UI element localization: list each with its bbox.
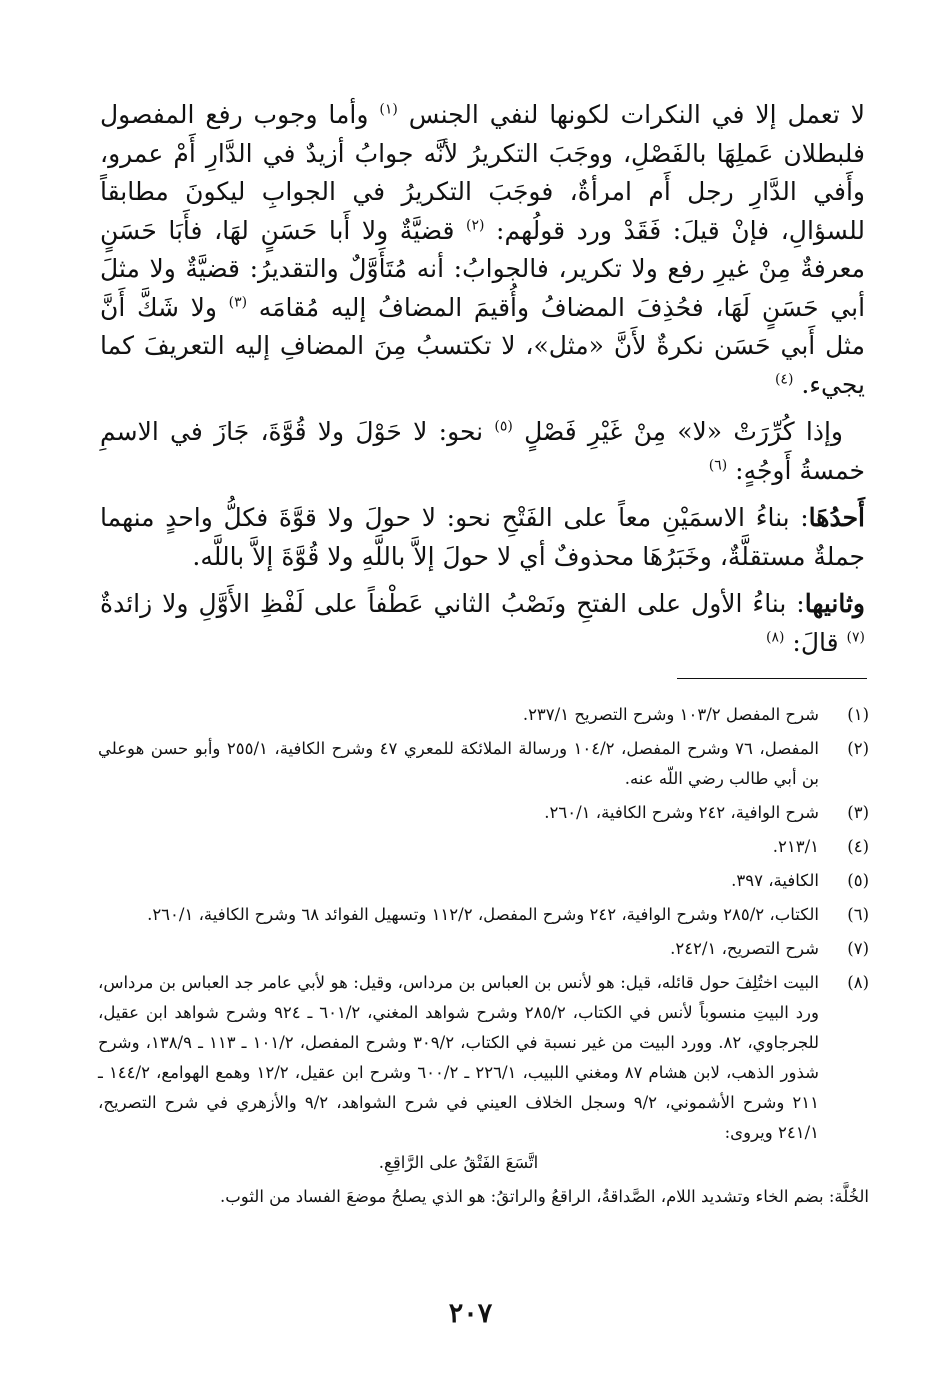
footnote-number: (٢) [847, 739, 869, 758]
footnote-2 [98, 734, 869, 794]
text-span: ولا شَكَّ أَنَّ مثل أَبي حَسَن نكرةٌ لأَنَّ «مثل»، لا تكتسبُ مِنَ المضافِ إليه التعريفَ كما يجيء. [100, 292, 865, 399]
text-span: لا تعمل إلا في النكرات لكونها لنفي الجنس [408, 100, 866, 129]
text-span: : بناءُ الاسمَيْنِ معاً على الفَتْحِ نحو: لا حولَ ولا قوَّةَ فكلُّ واحدٍ منهما جملةٌ مستقلَّةٌ، وخَبَرُهَا محذوفٌ أي لا حولَ إلاَّ باللَّهِ ولا قُوَّةَ إلاَّ باللَّه. [100, 503, 865, 571]
text-span: قالَ: [792, 627, 839, 657]
footnote-marker: (١) [379, 101, 398, 118]
footnote-number: (٤) [847, 837, 869, 856]
footnote-number: (١) [847, 705, 869, 724]
main-text [100, 96, 865, 671]
footnote-marker: (٨) [766, 629, 785, 646]
footnote-text: شرح الوافية، ٢٤٢ وشرح الكافية، ٢٦٠/١. [544, 803, 819, 822]
paragraph-2 [100, 413, 865, 490]
footnote-number: (٦) [847, 905, 869, 924]
footnote-8 [98, 968, 869, 1178]
footnote-3 [98, 798, 869, 828]
text-span: : بناءُ الأول على الفتحِ ونَصْبُ الثاني عَطْفاً على لَفْظِ الأَوَّلِ ولا زائدةٌ [100, 589, 805, 618]
footnotes [98, 700, 869, 1212]
footnote-marker: (٥) [494, 418, 513, 435]
footnote-marker: (٧) [846, 629, 865, 646]
footnote-marker: (٤) [774, 371, 794, 388]
page-number: ٢٠٧ [448, 1298, 493, 1329]
footnote-number: (٣) [847, 803, 869, 822]
footnote-text: شرح المفصل ١٠٣/٢ وشرح التصريح ٢٣٧/١. [522, 705, 819, 724]
footnote-text: المفصل، ٧٦ وشرح المفصل، ١٠٤/٢ ورسالة الملائكة للمعري ٤٧ وشرح الكافية، ٢٥٥/١ وأبو حسن هوعلي بن أبي طالب رضي اللّه عنه. [98, 739, 819, 788]
text-span: نحو: لا حَوْلَ ولا قُوَّةَ، جَازَ في الاسمِ خمسةُ أَوجُهٍ: [100, 417, 865, 485]
paragraph-3 [100, 499, 865, 576]
gloss-note: الخُلَّة: بضم الخاء وتشديد اللام، الصَّداقةُ، الراقعُ والراتقُ: هو الذي يصلحُ موضعَ الفساد من الثوب. [220, 1187, 869, 1206]
footnote-text: شرح التصريح، ٢٤٢/١. [670, 939, 819, 958]
paragraph-lead: وثانيها [804, 589, 865, 618]
text-span: وأما وجوب رفع المفصول فلبطلان عَملِهَا بالفَصْلِ، ووجَبَ التكريرُ لأنَّه جوابُ أزيدٌ في الدَّارِ أَمْ عمرو، وأَفي الدَّارِ رجل أَم امرأةٌ، فوجَبَ التكريرُ في الجوابِ ليكونَ مطابقاً للسؤالِ، فإنْ قيلَ: فَقَدْ ورد قولُهم: [100, 100, 865, 245]
text-span: قضيَّةٌ ولا أَبا حَسَنٍ لهَا، فأَبَا حَسَنٍ معرفةٌ مِنْ غيرِ رفع ولا تكرير، فالجوابُ: أنه مُتَأَوَّلٌ والتقديرُ: قضيَّةٌ ولا مثلَ أبي حَسَنٍ لَهَا، فحُذِفَ المضافُ وأُقيمَ المضافُ إليه مُقامَه [100, 215, 866, 322]
footnote-text: البيت اختُلِفَ حول قائله، قيل: هو لأنس بن العباس بن مرداس، وقيل: هو لأبي عامر جد العباس بن مرداس، ورد البيتِ منسوباً لأنس في الكتاب، ٢٨٥/٢ وشرح شواهد المغني، ٦٠١/٢ ـ ٩٢٤ وشرح شواهد ابن عقيل، للجرجاوي، ٨٢. وورد البيت من غير نسبة في الكتاب، ٣٠٩/٢ وشرح المفصل، ١٠١/٢ ـ ١١٣ ـ ١٣٨/٩، وشرح شذور الذهب، لابن هشام ٨٧ ومغني اللبيب، ٢٢٦/١ ـ ٦٠٠/٢ وشرح ابن عقيل، ١٢/٢ وهمع الهوامع، ١٤٤/٢ ـ ٢١١ وشرح الأشموني، ٩/٢ وسجل الخلاف العيني في شرح الشواهد، ٩/٢ والأزهري في شرح التصريح، ٢٤١/١ ويروى: [98, 973, 820, 1142]
footnote-marker: (٣) [228, 294, 248, 311]
footnote-text: ٢١٣/١. [772, 837, 819, 856]
footnote-4 [98, 832, 869, 862]
footnote-marker: (٦) [708, 457, 728, 474]
footnote-marker: (٢) [465, 217, 485, 234]
footnote-divider [677, 678, 867, 679]
footnote-body [98, 968, 819, 1178]
footnote-number: (٧) [847, 939, 869, 958]
paragraph-lead: أَحدُهَا [808, 503, 865, 532]
footnote-7 [98, 934, 869, 964]
footnote-1 [98, 700, 869, 730]
paragraph-1 [100, 96, 865, 404]
footnote-6 [98, 900, 869, 930]
paragraph-4 [100, 585, 865, 662]
text-span: وإذا كُرِّرَتْ «لا» مِنْ غَيْرِ فَصْلٍ [524, 417, 844, 446]
footnote-number: (٥) [847, 871, 869, 890]
footnote-text: الكافية، ٣٩٧. [731, 871, 819, 890]
verse-line: اتَّسَعَ الفَتْقُ على الرَّاقِعِ. [378, 1153, 539, 1172]
footnote-text: الكتاب، ٢٨٥/٢ وشرح الوافية، ٢٤٢ وشرح المفصل، ١١٢/٢ وتسهيل الفوائد ٦٨ وشرح الكافية، ٢٦٠/١. [147, 905, 819, 924]
footnote-number: (٨) [847, 973, 869, 992]
footnote-5 [98, 866, 869, 896]
